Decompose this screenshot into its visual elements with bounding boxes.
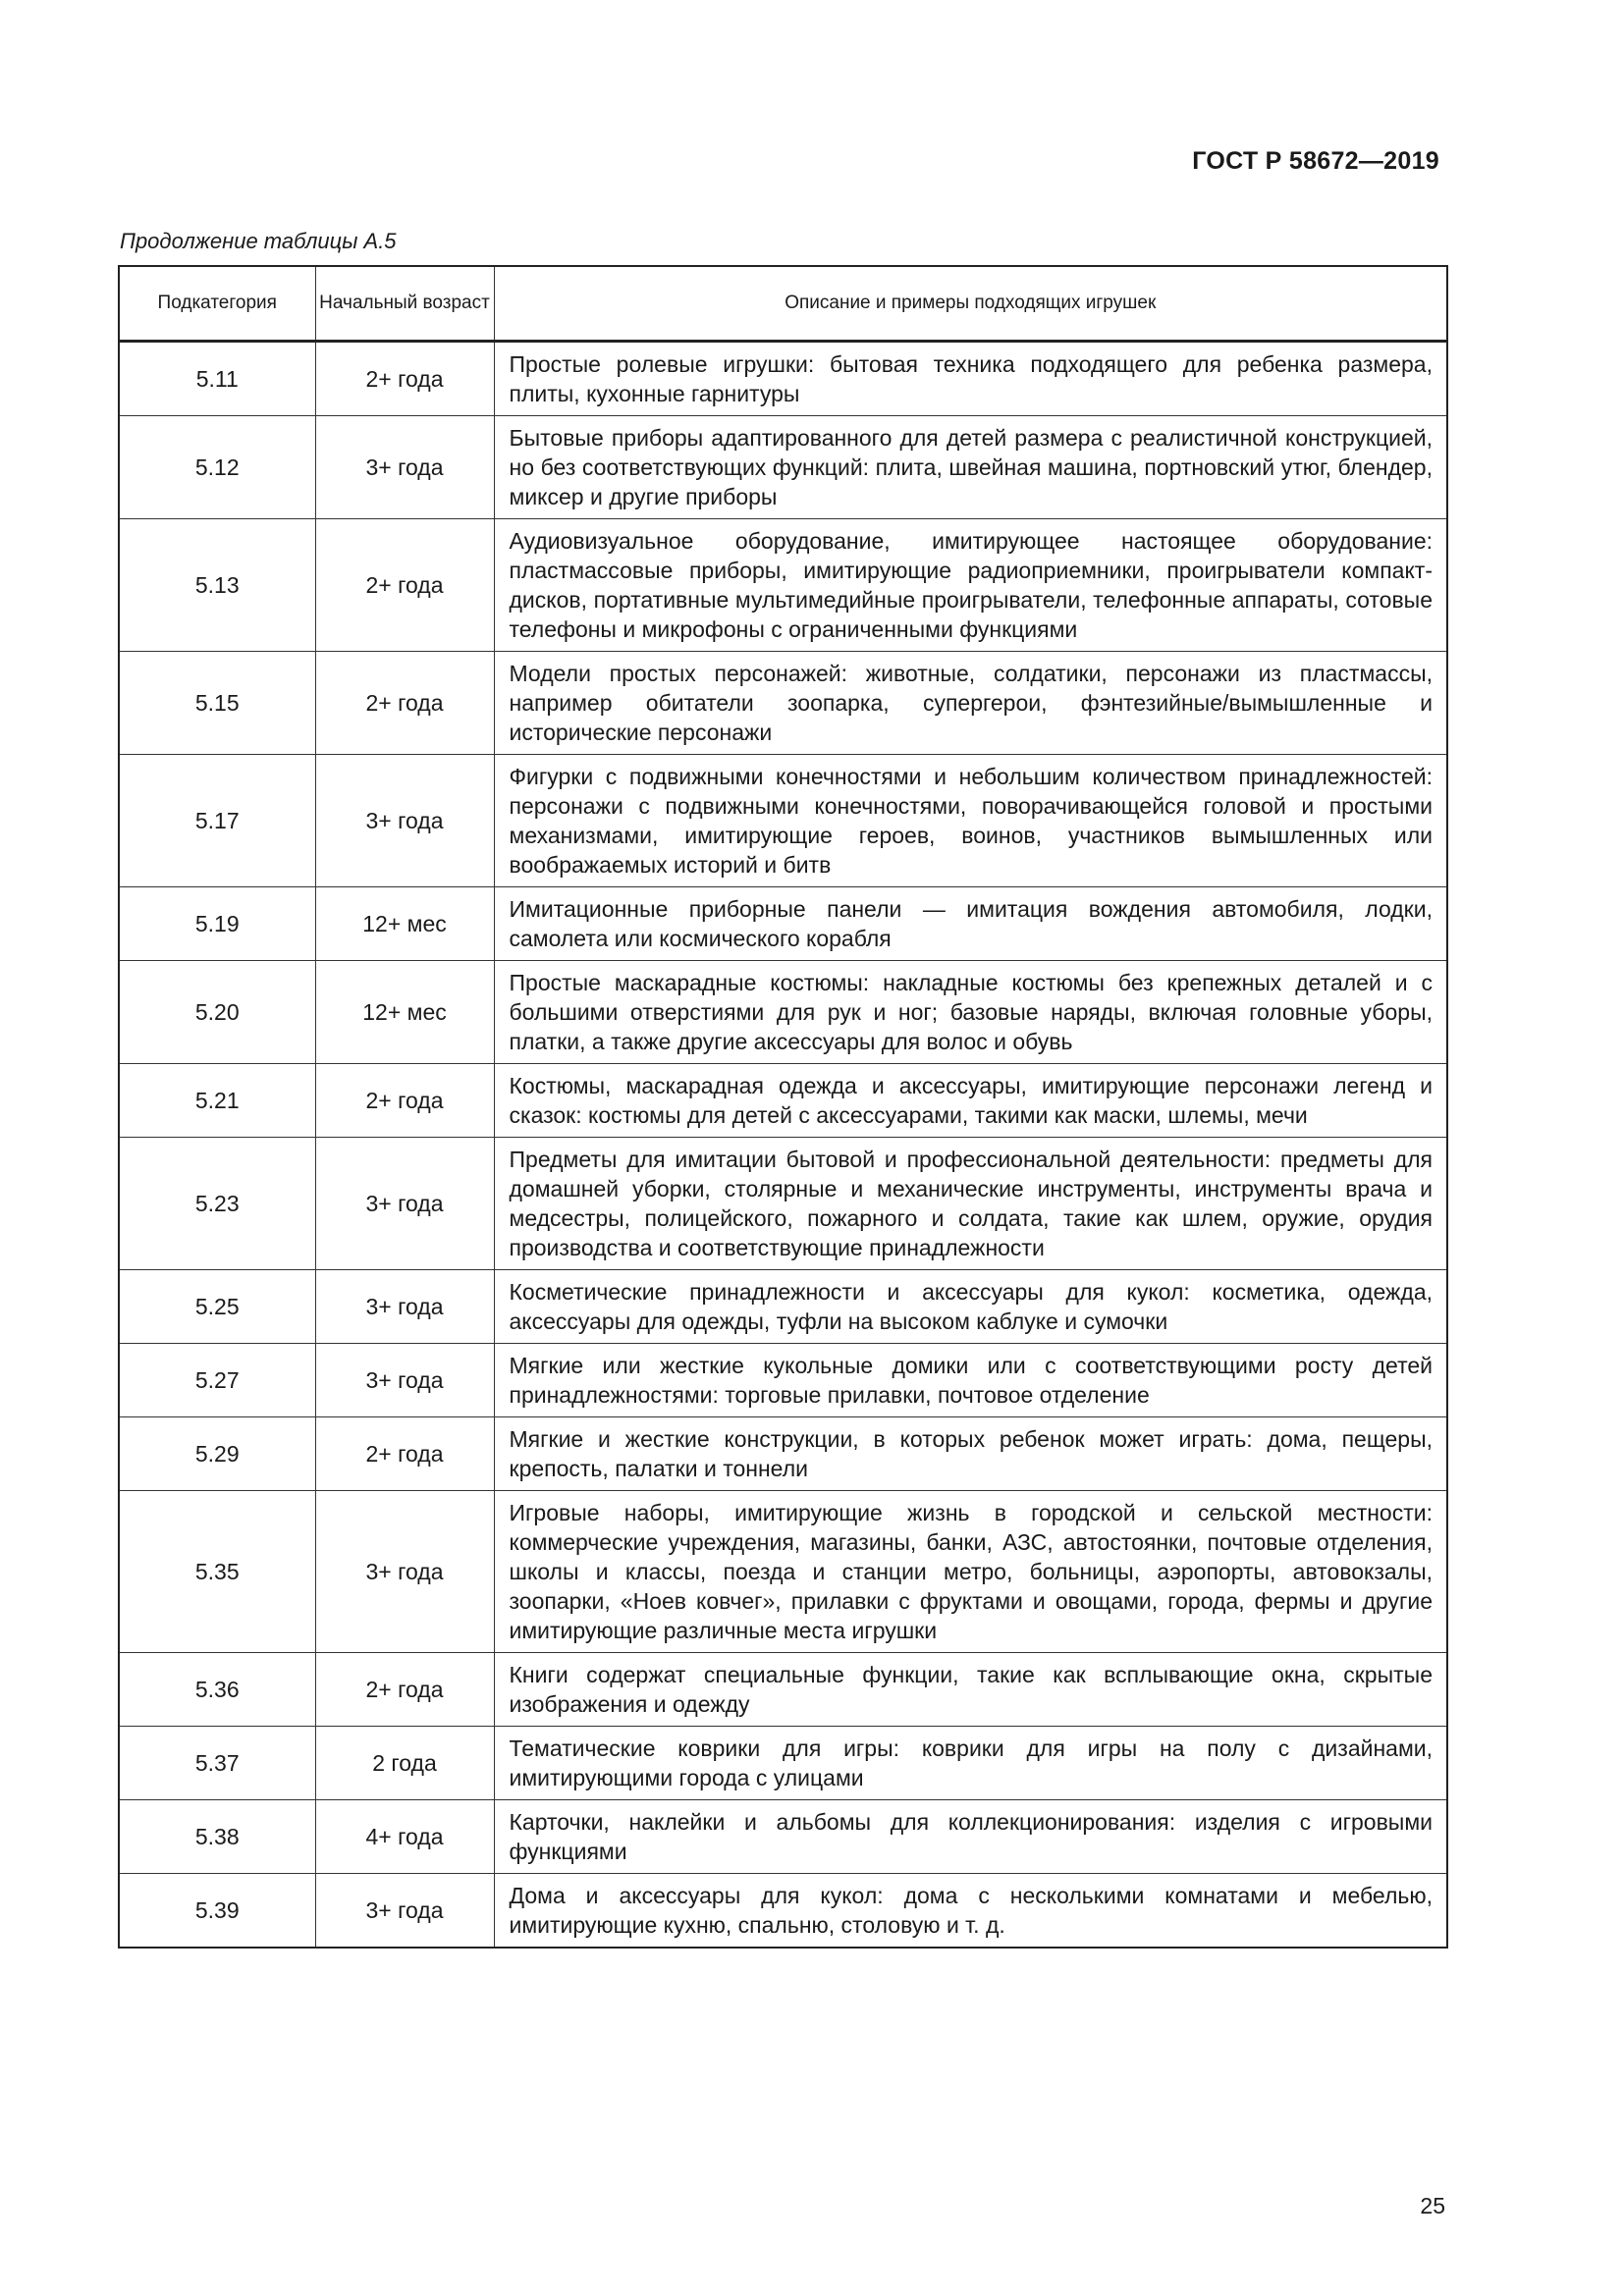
subcategory-cell: 5.23 bbox=[119, 1138, 315, 1270]
subcategory-cell: 5.37 bbox=[119, 1727, 315, 1800]
table-header-row bbox=[119, 266, 1447, 342]
description-cell: Книги содержат специальные функции, такие как всплывающие окна, скрытые изображения и одежду bbox=[494, 1653, 1447, 1727]
start-age-cell: 4+ года bbox=[315, 1800, 494, 1874]
description-cell: Мягкие или жесткие кукольные домики или с соответствующими росту детей принадлежностями: торговые прилавки, почтовое отделение bbox=[494, 1344, 1447, 1417]
subcategory-cell: 5.35 bbox=[119, 1491, 315, 1653]
table-row bbox=[119, 1874, 1447, 1949]
table-row bbox=[119, 1491, 1447, 1653]
description-cell: Модели простых персонажей: животные, солдатики, персонажи из пластмассы, например обитатели зоопарка, супергерои, фэнтезийные/вымышленные и исторические персонажи bbox=[494, 652, 1447, 755]
start-age-cell: 2+ года bbox=[315, 342, 494, 416]
table-row bbox=[119, 961, 1447, 1064]
table-caption: Продолжение таблицы А.5 bbox=[120, 229, 397, 253]
subcategory-cell: 5.27 bbox=[119, 1344, 315, 1417]
table-row bbox=[119, 342, 1447, 416]
description-cell: Костюмы, маскарадная одежда и аксессуары, имитирующие персонажи легенд и сказок: костюмы для детей с аксессуарами, такими как маски, шлемы, мечи bbox=[494, 1064, 1447, 1138]
start-age-cell: 2+ года bbox=[315, 1064, 494, 1138]
description-cell: Предметы для имитации бытовой и профессиональной деятельности: предметы для домашней уборки, столярные и механические инструменты, инструменты врача и медсестры, полицейского, пожарного и солдата, такие как шлем, оружие, орудия производства и соответствующие принадлежности bbox=[494, 1138, 1447, 1270]
subcategory-cell: 5.17 bbox=[119, 755, 315, 887]
header-description: Описание и примеры подходящих игрушек bbox=[494, 266, 1447, 342]
table-row bbox=[119, 416, 1447, 519]
start-age-cell: 2+ года bbox=[315, 1653, 494, 1727]
start-age-cell: 3+ года bbox=[315, 1874, 494, 1949]
description-cell: Бытовые приборы адаптированного для детей размера с реалистичной конструкцией, но без соответствующих функций: плита, швейная машина, портновский утюг, блендер, миксер и другие приборы bbox=[494, 416, 1447, 519]
description-cell: Фигурки с подвижными конечностями и небольшим количеством принадлежностей: персонажи с подвижными конечностями, поворачивающейся головой и простыми механизмами, имитирующие героев, воинов, участников вымышленных или воображаемых историй и битв bbox=[494, 755, 1447, 887]
table-row bbox=[119, 1064, 1447, 1138]
table-row bbox=[119, 519, 1447, 652]
start-age-cell: 3+ года bbox=[315, 416, 494, 519]
subcategory-cell: 5.15 bbox=[119, 652, 315, 755]
table-row bbox=[119, 755, 1447, 887]
start-age-cell: 3+ года bbox=[315, 1270, 494, 1344]
description-cell: Простые ролевые игрушки: бытовая техника подходящего для ребенка размера, плиты, кухонные гарнитуры bbox=[494, 342, 1447, 416]
table-row bbox=[119, 1653, 1447, 1727]
table-row bbox=[119, 1417, 1447, 1491]
start-age-cell: 3+ года bbox=[315, 755, 494, 887]
subcategory-cell: 5.19 bbox=[119, 887, 315, 961]
table-body bbox=[119, 342, 1447, 1949]
subcategory-cell: 5.38 bbox=[119, 1800, 315, 1874]
description-cell: Простые маскарадные костюмы: накладные костюмы без крепежных деталей и с большими отверстиями для рук и ног; базовые наряды, включая головные уборы, платки, а также другие аксессуары для волос и обувь bbox=[494, 961, 1447, 1064]
toy-subcategory-table bbox=[118, 265, 1448, 1949]
description-cell: Дома и аксессуары для кукол: дома с несколькими комнатами и мебелью, имитирующие кухню, спальню, столовую и т. д. bbox=[494, 1874, 1447, 1949]
header-subcategory: Подкатегория bbox=[119, 266, 315, 342]
table-row bbox=[119, 1800, 1447, 1874]
table-row bbox=[119, 652, 1447, 755]
subcategory-cell: 5.39 bbox=[119, 1874, 315, 1949]
toy-subcategory-table-container bbox=[118, 265, 1448, 1949]
table-row bbox=[119, 887, 1447, 961]
subcategory-cell: 5.12 bbox=[119, 416, 315, 519]
page-number: 25 bbox=[1420, 2193, 1445, 2218]
table-row bbox=[119, 1138, 1447, 1270]
description-cell: Карточки, наклейки и альбомы для коллекционирования: изделия с игровыми функциями bbox=[494, 1800, 1447, 1874]
description-cell: Мягкие и жесткие конструкции, в которых ребенок может играть: дома, пещеры, крепость, палатки и тоннели bbox=[494, 1417, 1447, 1491]
subcategory-cell: 5.20 bbox=[119, 961, 315, 1064]
subcategory-cell: 5.13 bbox=[119, 519, 315, 652]
header-start-age: Начальный возраст bbox=[315, 266, 494, 342]
start-age-cell: 2+ года bbox=[315, 652, 494, 755]
table-row bbox=[119, 1727, 1447, 1800]
start-age-cell: 3+ года bbox=[315, 1491, 494, 1653]
subcategory-cell: 5.29 bbox=[119, 1417, 315, 1491]
description-cell: Аудиовизуальное оборудование, имитирующее настоящее оборудование: пластмассовые приборы, имитирующие радиоприемники, проигрыватели компакт-дисков, портативные мультимедийные проигрыватели, телефонные аппараты, сотовые телефоны и микрофоны с ограниченными функциями bbox=[494, 519, 1447, 652]
start-age-cell: 3+ года bbox=[315, 1138, 494, 1270]
description-cell: Тематические коврики для игры: коврики для игры на полу с дизайнами, имитирующими города с улицами bbox=[494, 1727, 1447, 1800]
subcategory-cell: 5.11 bbox=[119, 342, 315, 416]
description-cell: Имитационные приборные панели — имитация вождения автомобиля, лодки, самолета или космического корабля bbox=[494, 887, 1447, 961]
start-age-cell: 2+ года bbox=[315, 519, 494, 652]
start-age-cell: 12+ мес bbox=[315, 887, 494, 961]
start-age-cell: 12+ мес bbox=[315, 961, 494, 1064]
description-cell: Игровые наборы, имитирующие жизнь в городской и сельской местности: коммерческие учреждения, магазины, банки, АЗС, автостоянки, почтовые отделения, школы и классы, поезда и станции метро, больницы, аэропорты, автовокзалы, зоопарки, «Ноев ковчег», прилавки с фруктами и овощами, города, фермы и другие имитирующие различные места игрушки bbox=[494, 1491, 1447, 1653]
table-row bbox=[119, 1270, 1447, 1344]
standard-code: ГОСТ Р 58672—2019 bbox=[1192, 147, 1439, 175]
table-row bbox=[119, 1344, 1447, 1417]
start-age-cell: 2+ года bbox=[315, 1417, 494, 1491]
start-age-cell: 2 года bbox=[315, 1727, 494, 1800]
description-cell: Косметические принадлежности и аксессуары для кукол: косметика, одежда, аксессуары для одежды, туфли на высоком каблуке и сумочки bbox=[494, 1270, 1447, 1344]
subcategory-cell: 5.36 bbox=[119, 1653, 315, 1727]
subcategory-cell: 5.21 bbox=[119, 1064, 315, 1138]
subcategory-cell: 5.25 bbox=[119, 1270, 315, 1344]
start-age-cell: 3+ года bbox=[315, 1344, 494, 1417]
